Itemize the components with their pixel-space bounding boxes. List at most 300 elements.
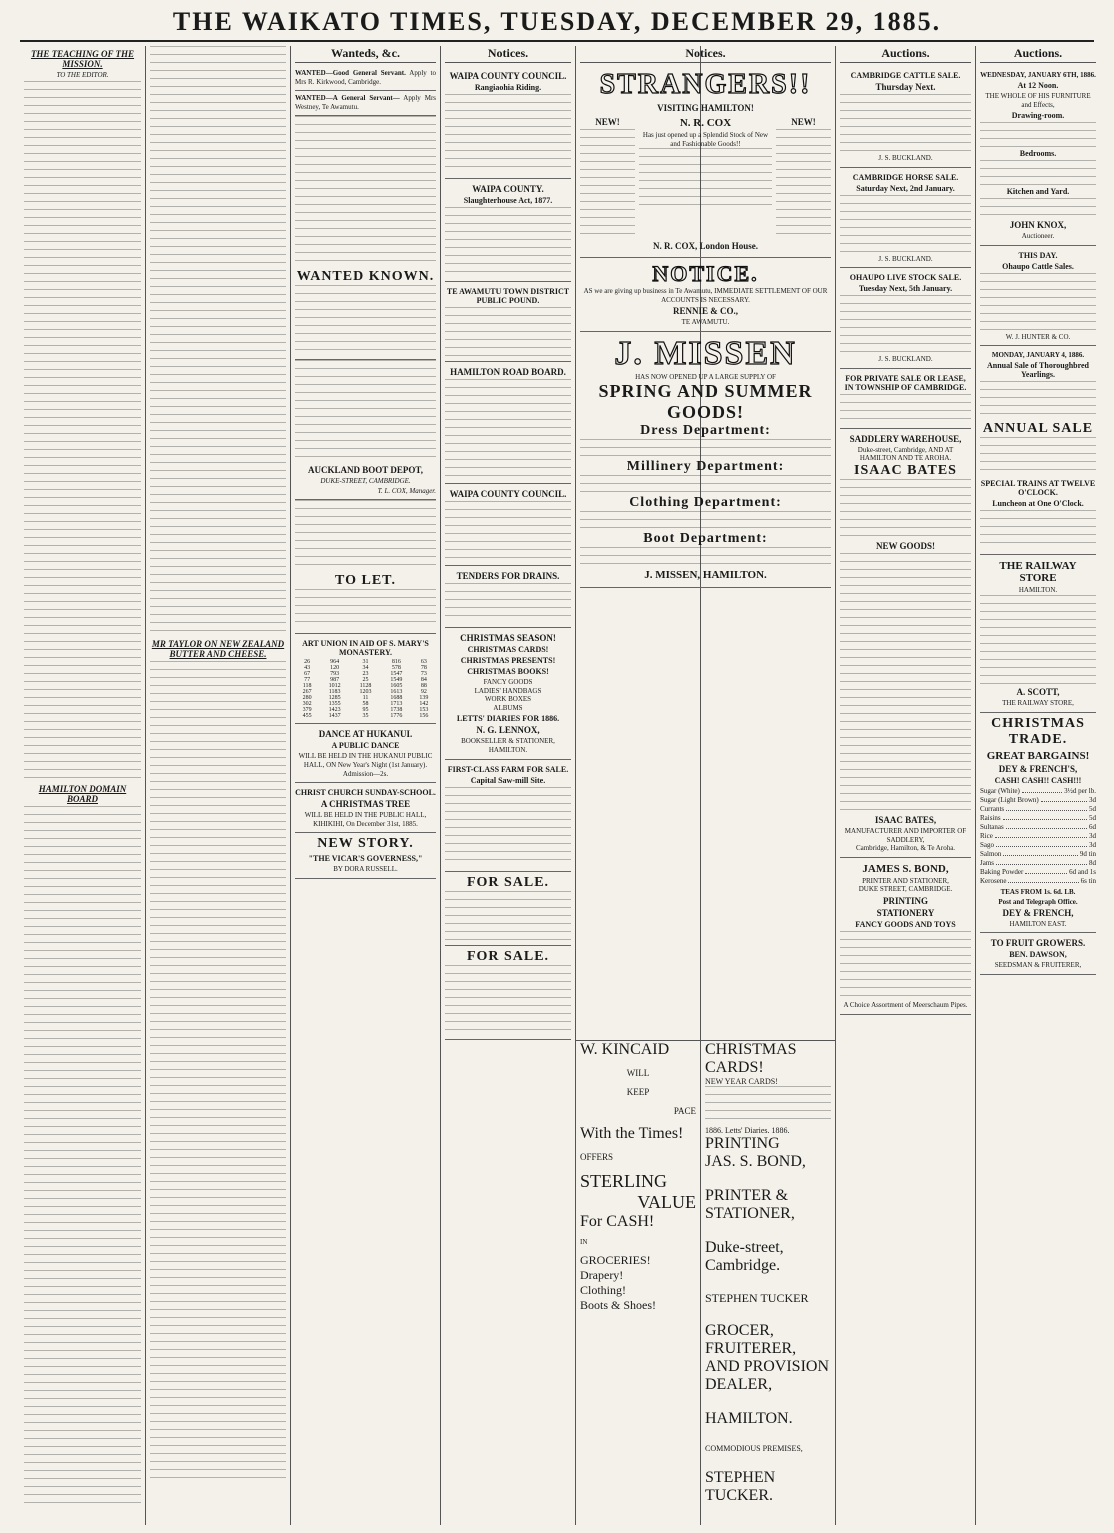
cox-text xyxy=(639,148,772,208)
section-bedrooms: Bedrooms. xyxy=(1019,149,1057,159)
cox-centre xyxy=(639,115,772,239)
masthead-title: THE WAIKATO TIMES, TUESDAY, DECEMBER 29, 1885. xyxy=(172,7,942,36)
slaughterhouse-notice xyxy=(445,179,571,282)
art-union-cell: 987 xyxy=(330,677,340,684)
ad-subtitle: Capital Saw-mill Site. xyxy=(470,775,546,785)
dept-body xyxy=(580,475,831,495)
notice-title: TENDERS FOR DRAINS. xyxy=(456,571,560,581)
ad-headline: STRANGERS!! xyxy=(599,69,812,100)
yearlings-sale xyxy=(980,346,1096,555)
column-header: Auctions. xyxy=(980,46,1096,63)
to-let-ad xyxy=(295,570,436,634)
art-union-cell: 78 xyxy=(420,665,427,672)
missen-sub: HAS NOW OPENED UP A LARGE SUPPLY OF xyxy=(635,372,776,381)
store-town: HAMILTON. xyxy=(1018,586,1058,595)
column-bond-tucker xyxy=(701,1040,835,1525)
fruit-title: TO FRUIT GROWERS. xyxy=(990,938,1086,949)
price-item: Jams xyxy=(980,858,994,867)
price-value: 6d and 1s xyxy=(1069,867,1096,876)
ad-subtitle: Duke-street, Cambridge, AND AT HAMILTON AND TE AROHA. xyxy=(857,445,954,463)
ad-subtitle: VISITING HAMILTON! xyxy=(657,103,754,113)
section-drawing: Drawing-room. xyxy=(1011,111,1065,121)
dey-name-2: DEY & FRENCH, xyxy=(1002,907,1074,918)
art-union-cell: 77 xyxy=(304,677,311,684)
masthead xyxy=(20,4,1094,42)
ad-body xyxy=(980,122,1096,147)
ad-body: Apply Mrs Westney, Te Awamutu. xyxy=(295,94,436,111)
ad-body xyxy=(980,273,1096,333)
ad-title: CHRIST CHURCH SUNDAY-SCHOOL. xyxy=(295,788,436,798)
column-header: Wanteds, &c. xyxy=(295,46,436,63)
ad-title: TO LET. xyxy=(335,573,396,589)
millinery-dept: Millinery Department: xyxy=(626,459,785,475)
price-row xyxy=(980,796,1096,805)
art-union-cell: 1423 xyxy=(328,707,341,714)
boot-dept: Boot Department: xyxy=(643,531,768,547)
column-header: Auctions. xyxy=(840,46,971,63)
ad-title: WANTED KNOWN. xyxy=(296,269,435,285)
notice-subtitle: Rangiaohia Riding. xyxy=(474,83,542,92)
art-union-cell: 92 xyxy=(420,689,427,696)
price-value: 6d xyxy=(1089,822,1096,831)
ad-body: WILL BE HELD IN THE HUKANUI PUBLIC HALL, ON New Year's Night (1st January). xyxy=(298,752,433,769)
tucker-name: STEPHEN TUCKER xyxy=(705,1291,809,1305)
column-header: Notices. xyxy=(580,46,831,63)
notice-headline: NOTICE. xyxy=(652,261,759,286)
art-union-cell: 95 xyxy=(362,707,369,714)
dept-body xyxy=(580,511,831,531)
price-item: Sugar (White) xyxy=(980,786,1020,795)
ad-item: LADIES' HANDBAGS xyxy=(474,686,542,695)
art-union-cell: 34 xyxy=(362,665,369,672)
price-list xyxy=(980,787,1096,886)
new-badge: NEW! xyxy=(791,117,816,127)
ad-body xyxy=(840,295,971,355)
ad-subtitle: BOOKSELLER & STATIONER, HAMILTON. xyxy=(461,737,555,754)
ad-title: WANTED—A General Servant— xyxy=(295,94,400,103)
bates-address: Cambridge, Hamilton, & Te Aroha. xyxy=(855,844,956,853)
art-union-cell: 26 xyxy=(304,659,311,666)
kincaid-in: IN xyxy=(580,1238,588,1246)
cattle-sale-ad xyxy=(840,66,971,168)
ad-title: FOR PRIVATE SALE OR LEASE, IN TOWNSHIP OF CAMBRIDGE. xyxy=(844,373,967,392)
ad-admission: Admission—2s. xyxy=(342,769,389,778)
ad-title: FOR SALE. xyxy=(466,874,550,890)
ad-title: FIRST-CLASS FARM FOR SALE. xyxy=(447,764,569,774)
wanted-known-ad xyxy=(295,266,436,360)
price-item: Sugar (Light Brown) xyxy=(980,795,1039,804)
auctioneer-name: JOHN KNOX, xyxy=(1009,220,1067,231)
wanted-ads-text xyxy=(295,116,436,266)
kincaid-name: W. KINCAID xyxy=(580,1041,670,1058)
cox-body: Has just opened up a Splendid Stock of New and Fashionable Goods!! xyxy=(642,131,769,148)
auction-title: Ohaupo Cattle Sales. xyxy=(1002,261,1074,271)
price-value: 3½d per lb. xyxy=(1064,786,1096,795)
ad-body xyxy=(445,891,571,941)
kincaid-keep: KEEP xyxy=(626,1087,650,1097)
kincaid-sterling: STERLING xyxy=(580,1171,667,1191)
new-story-ad xyxy=(295,833,436,879)
art-union-cell: 578 xyxy=(391,665,401,672)
art-union-cell: 1613 xyxy=(390,689,403,696)
scott-sub: THE RAILWAY STORE, xyxy=(1002,698,1074,707)
tucker-premises: COMMODIOUS PREMISES, xyxy=(705,1444,803,1453)
price-value: 6s tin xyxy=(1080,876,1096,885)
auction-lots: THE WHOLE OF HIS FURNITURE and Effects, xyxy=(985,92,1091,109)
annual-sale: ANNUAL SALE xyxy=(982,421,1094,437)
farm-sale-ad xyxy=(445,760,571,872)
kincaid-clothing: Clothing! xyxy=(580,1283,627,1297)
price-item: Rice xyxy=(980,831,993,840)
art-union-cell: 280 xyxy=(302,695,312,702)
road-board-notice xyxy=(445,362,571,484)
sale-date: MONDAY, JANUARY 4, 1886. xyxy=(991,351,1085,360)
lennox-christmas-ad xyxy=(445,628,571,760)
art-union-cell: 1355 xyxy=(328,701,341,708)
kincaid-boots: Boots & Shoes! xyxy=(580,1298,657,1312)
ad-item: ALBUMS xyxy=(493,703,523,712)
art-union-cell: 1128 xyxy=(359,683,372,690)
art-union-cell: 139 xyxy=(419,695,429,702)
sale-title: Annual Sale of Thoroughbred Yearlings. xyxy=(986,361,1090,380)
private-sale-ad xyxy=(840,369,971,429)
ad-body xyxy=(980,510,1096,550)
leader-dots xyxy=(1025,868,1067,874)
art-union-cell: 156 xyxy=(419,713,429,720)
ad-subtitle: A PUBLIC DANCE xyxy=(331,741,400,751)
letts-diaries: 1886. Letts' Diaries. 1886. xyxy=(705,1126,790,1135)
article-title: THE TEACHING OF THE MISSION. xyxy=(30,49,135,69)
ad-body xyxy=(980,381,1096,421)
leader-dots xyxy=(1003,850,1077,856)
dawson-name: BEN. DAWSON, xyxy=(1009,950,1067,960)
bond-sub: PRINTER AND STATIONER, xyxy=(862,876,949,885)
dress-dept: Dress Department: xyxy=(640,423,771,439)
leader-dots xyxy=(1041,796,1087,802)
art-union-cell: 23 xyxy=(362,671,369,678)
new-badge: NEW! xyxy=(595,117,620,127)
auction-time: At 12 Noon. xyxy=(1017,81,1059,90)
new-label xyxy=(580,115,635,239)
column-kincaid xyxy=(576,1040,700,1525)
art-union-cell: 153 xyxy=(419,707,429,714)
article-title: MR TAYLOR ON NEW ZEALAND BUTTER AND CHEESE. xyxy=(151,639,285,659)
art-union-cell: 25 xyxy=(362,677,369,684)
column-editorial xyxy=(20,46,145,1525)
missen-address: J. MISSEN, HAMILTON. xyxy=(644,569,767,582)
ad-title: CHRISTMAS SEASON! xyxy=(460,633,556,643)
fruit-growers-ad xyxy=(980,933,1096,975)
for-sale-ad xyxy=(445,872,571,946)
price-value: 3d xyxy=(1089,831,1096,840)
art-union-cell: 1285 xyxy=(328,695,341,702)
clothing-dept: Clothing Department: xyxy=(629,495,782,511)
price-value: 9d tin xyxy=(1079,849,1096,858)
article-body-text xyxy=(150,46,286,636)
dept-body xyxy=(580,439,831,459)
new-goods: NEW GOODS! xyxy=(875,540,936,551)
price-row xyxy=(980,805,1096,814)
store-name: THE RAILWAY STORE xyxy=(999,560,1077,585)
ad-signature: J. S. BUCKLAND. xyxy=(878,154,933,162)
kincaid-times: With the Times! xyxy=(580,1125,684,1142)
ohaupo-sale-ad xyxy=(840,268,971,369)
kincaid-groceries: GROCERIES! xyxy=(580,1253,651,1267)
notice-title: WAIPA COUNTY COUNCIL. xyxy=(449,489,567,499)
art-union-cell: 267 xyxy=(302,689,312,696)
art-union-cell: 142 xyxy=(419,701,429,708)
ad-date: Tuesday Next, 5th January. xyxy=(858,284,953,294)
kincaid-cash: For CASH! xyxy=(580,1213,655,1230)
rennie-notice xyxy=(580,258,831,332)
waipa-council-notice xyxy=(445,66,571,179)
price-item: Currants xyxy=(980,804,1005,813)
meerschaum: A Choice Assortment of Meerschaum Pipes. xyxy=(843,1000,968,1009)
bond-address: DUKE STREET, CAMBRIDGE. xyxy=(858,885,953,894)
article-body-text xyxy=(24,806,141,1506)
bond-name: JAS. S. BOND, xyxy=(705,1153,806,1170)
ad-title: DANCE AT HUKANUI. xyxy=(318,729,413,740)
price-value: 8d xyxy=(1089,858,1096,867)
section-kitchen: Kitchen and Yard. xyxy=(1006,187,1070,197)
ad-item: WORK BOXES xyxy=(484,695,532,704)
dey-name: DEY & FRENCH'S, xyxy=(998,763,1078,774)
ad-body xyxy=(840,479,971,539)
kincaid-drapery: Drapery! xyxy=(580,1268,624,1282)
tucker-signature: STEPHEN TUCKER. xyxy=(705,1469,776,1504)
column-auctions xyxy=(836,46,975,1525)
bates-sub: MANUFACTURER AND IMPORTER OF SADDLERY, xyxy=(844,826,967,844)
art-union-cell: 1437 xyxy=(328,713,341,720)
price-row xyxy=(980,787,1096,796)
art-union-cell: 63 xyxy=(420,659,427,666)
price-item: Kerosene xyxy=(980,876,1007,885)
art-union-cell: 1183 xyxy=(328,689,341,696)
art-union-cell: 118 xyxy=(302,683,312,690)
rennie-name: RENNIE & CO., xyxy=(672,306,738,317)
column-notices xyxy=(441,46,575,1525)
ad-body xyxy=(980,595,1096,685)
art-union-cell: 1738 xyxy=(390,707,403,714)
price-row xyxy=(980,832,1096,841)
ad-title: CAMBRIDGE CATTLE SALE. xyxy=(850,71,961,80)
price-value: 5d xyxy=(1089,813,1096,822)
art-union-cell: 1549 xyxy=(390,677,403,684)
notice-body: AS we are giving up business in Te Awamutu, IMMEDIATE SETTLEMENT OF OUR ACCOUNTS IS NECESSARY. xyxy=(583,287,828,304)
ad-subtitle: A CHRISTMAS TREE xyxy=(320,799,411,810)
bond-name: JAMES S. BOND, xyxy=(862,862,949,875)
great-bargains: GREAT BARGAINS! xyxy=(986,749,1090,762)
pound-notice xyxy=(445,282,571,362)
art-union-row xyxy=(295,713,436,719)
art-union-cell: 1203 xyxy=(359,689,372,696)
bond-sub: PRINTER & STATIONER, xyxy=(705,1187,795,1222)
newyear-cards: NEW YEAR CARDS! xyxy=(705,1077,778,1086)
art-union-cell: 816 xyxy=(391,659,401,666)
wanted-ad xyxy=(295,66,436,91)
tucker-trade: GROCER, FRUITERER, AND PROVISION DEALER, xyxy=(705,1322,830,1393)
price-item: Sago xyxy=(980,840,994,849)
art-union-cell: 1688 xyxy=(390,695,403,702)
christmas-trade: CHRISTMAS TRADE. xyxy=(991,715,1085,747)
furniture-auction xyxy=(980,66,1096,246)
price-row xyxy=(980,868,1096,877)
art-union-cell: 379 xyxy=(302,707,312,714)
column-header: Notices. xyxy=(445,46,571,63)
auctioneer-name: W. J. HUNTER & CO. xyxy=(1005,332,1071,341)
art-union-cell: 88 xyxy=(420,683,427,690)
ad-date: Saturday Next, 2nd January. xyxy=(856,183,955,193)
art-union-cell: 73 xyxy=(420,671,427,678)
art-union-cell: 67 xyxy=(304,671,311,678)
ad-signature: J. S. BUCKLAND. xyxy=(878,355,933,364)
ad-body xyxy=(445,965,571,1035)
art-union-cell: 793 xyxy=(330,671,340,678)
dawson-trade: SEEDSMAN & FRUITERER, xyxy=(994,961,1082,970)
sunday-school-ad xyxy=(295,783,436,833)
art-union-cell: 11 xyxy=(362,695,369,702)
post-office: Post and Telegraph Office. xyxy=(998,897,1078,906)
goods-list xyxy=(776,129,831,239)
art-union-cell: 1547 xyxy=(390,671,403,678)
stationery: STATIONERY xyxy=(876,907,935,918)
price-item: Baking Powder xyxy=(980,867,1024,876)
auction-day: THIS DAY. xyxy=(1018,250,1058,260)
cards-body xyxy=(705,1086,831,1126)
ad-signature: J. S. BUCKLAND. xyxy=(878,254,933,263)
art-union-cell: 1012 xyxy=(328,683,341,690)
art-union-cell: 120 xyxy=(330,665,340,672)
missen-goods: SPRING AND SUMMER GOODS! xyxy=(598,381,813,423)
leader-dots xyxy=(996,859,1087,865)
notice-body xyxy=(445,94,571,174)
ad-body xyxy=(295,589,436,629)
ad-line: CHRISTMAS BOOKS! xyxy=(467,667,549,676)
for-sale-ad xyxy=(445,946,571,1040)
dance-ad xyxy=(295,724,436,783)
price-row xyxy=(980,823,1096,832)
special-trains: SPECIAL TRAINS AT TWELVE O'CLOCK. xyxy=(980,479,1096,498)
fancy-goods: FANCY GOODS AND TOYS xyxy=(855,919,956,929)
rennie-town: TE AWAMUTU. xyxy=(681,318,730,327)
new-label xyxy=(776,115,831,239)
ad-body xyxy=(980,160,1096,185)
article-title: HAMILTON DOMAIN BOARD xyxy=(38,784,127,804)
art-union-cell: 964 xyxy=(330,659,340,666)
price-row xyxy=(980,850,1096,859)
luncheon: Luncheon at One O'Clock. xyxy=(992,499,1084,509)
kincaid-pace: PACE xyxy=(673,1106,696,1116)
price-item: Raisins xyxy=(980,813,1001,822)
ad-body xyxy=(840,394,971,424)
tucker-town: HAMILTON. xyxy=(705,1410,793,1427)
ad-item: FANCY GOODS xyxy=(483,678,533,686)
drains-notice xyxy=(445,566,571,628)
art-union-cell: 31 xyxy=(362,659,369,666)
leader-dots xyxy=(995,832,1087,838)
missen-ad xyxy=(580,332,831,589)
cash-line: CASH! CASH!! CASH!!! xyxy=(994,775,1082,785)
notice-title: WAIPA COUNTY. xyxy=(472,184,544,194)
dept-body xyxy=(580,547,831,567)
story-author: BY DORA RUSSELL. xyxy=(333,865,398,874)
art-union-cell: 43 xyxy=(304,665,311,672)
notice-title: TE AWAMUTU TOWN DISTRICT PUBLIC POUND. xyxy=(446,287,570,305)
kincaid-will: WILL xyxy=(626,1068,650,1078)
column-wanteds xyxy=(291,46,440,1525)
art-union-cell: 1776 xyxy=(390,713,403,720)
scott-name: A. SCOTT, xyxy=(1016,686,1060,697)
printing: PRINTING xyxy=(882,895,928,906)
cards-title: CHRISTMAS CARDS! xyxy=(705,1041,797,1076)
art-union-cell: 35 xyxy=(362,713,369,720)
ad-signature: N. G. LENNOX, xyxy=(476,725,540,736)
leader-dots xyxy=(1003,814,1087,820)
wanted-ads-text xyxy=(295,360,436,460)
leader-dots xyxy=(1006,823,1087,829)
ad-body xyxy=(980,198,1096,218)
leader-dots xyxy=(1022,787,1062,793)
ad-title: WANTED—Good General Servant. xyxy=(295,69,406,77)
railway-store-ad xyxy=(980,555,1096,712)
ad-line: CHRISTMAS PRESENTS! xyxy=(460,656,556,665)
dey-french-ad xyxy=(980,713,1096,934)
ad-body xyxy=(840,195,971,255)
art-union-ad xyxy=(295,634,436,724)
ohaupo-auction xyxy=(980,246,1096,347)
ad-subtitle: DUKE-STREET, CAMBRIDGE. xyxy=(320,477,411,486)
boot-depot-ad xyxy=(295,460,436,500)
price-item: Salmon xyxy=(980,849,1002,858)
price-row xyxy=(980,877,1096,886)
bates-name-2: ISAAC BATES, xyxy=(874,814,937,825)
cox-name: N. R. COX xyxy=(679,117,732,129)
kincaid-value: VALUE xyxy=(637,1192,696,1212)
ad-body xyxy=(840,931,971,1001)
article-body-text xyxy=(24,81,141,781)
ad-title: NEW STORY. xyxy=(317,836,414,852)
price-value: 5d xyxy=(1089,804,1096,813)
article-subtitle: TO THE EDITOR. xyxy=(56,71,109,79)
ad-title: SADDLERY WAREHOUSE, xyxy=(849,433,962,444)
bates-name: ISAAC BATES xyxy=(854,462,957,478)
council-tender-notice xyxy=(445,484,571,566)
bond-printer-ad xyxy=(840,858,971,1015)
notice-title: HAMILTON ROAD BOARD. xyxy=(450,367,566,377)
teas: TEAS FROM 1s. 6d. LB. xyxy=(1000,887,1076,896)
price-row xyxy=(980,841,1096,850)
cox-address: N. R. COX, London House. xyxy=(652,241,759,251)
ad-title: CAMBRIDGE HORSE SALE. xyxy=(852,172,959,182)
notice-body xyxy=(445,207,571,277)
article-body-text xyxy=(150,661,286,1481)
art-union-cell: 1713 xyxy=(390,701,403,708)
auctioneer-title: Auctioneer. xyxy=(1021,232,1055,241)
leader-dots xyxy=(1006,805,1087,811)
ad-title: AUCKLAND BOOT DEPOT, xyxy=(308,465,423,476)
bond-address: Duke-street, Cambridge. xyxy=(705,1239,784,1274)
art-union-cell: 302 xyxy=(302,701,312,708)
price-row xyxy=(980,814,1096,823)
price-value: 3d xyxy=(1089,840,1096,849)
notice-body xyxy=(445,501,571,561)
cox-strangers-ad xyxy=(580,66,831,258)
art-union-cell: 1605 xyxy=(390,683,403,690)
art-union-cell: 455 xyxy=(302,713,312,720)
ad-date: Thursday Next. xyxy=(875,82,936,92)
ad-body xyxy=(840,553,971,813)
ad-body xyxy=(840,94,971,154)
